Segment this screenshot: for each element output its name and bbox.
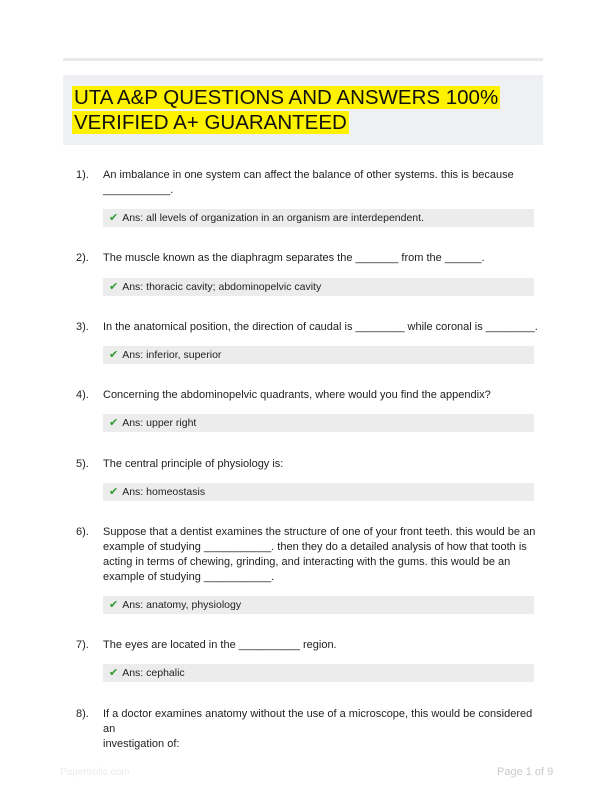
check-icon: ✔ <box>109 667 119 679</box>
question-number: 3). <box>76 321 89 333</box>
document-title <box>72 85 533 135</box>
question-number: 6). <box>76 526 89 538</box>
question-number: 4). <box>76 389 89 401</box>
answer-text: Ans: thoracic cavity; abdominopelvic cavity <box>122 281 322 293</box>
title-line-1: UTA A&P QUESTIONS AND ANSWERS 100% <box>74 86 499 109</box>
question-text: An imbalance in one system can affect the balance of other systems. this is because ___________. <box>103 169 514 196</box>
answer-box <box>103 278 534 296</box>
title-banner <box>63 75 543 145</box>
question-number: 5). <box>76 458 89 470</box>
question-text: The eyes are located in the __________ region. <box>103 639 337 651</box>
answer-box <box>103 346 534 364</box>
answer-box <box>103 664 534 682</box>
question-text: Concerning the abdominopelvic quadrants, where would you find the appendix? <box>103 389 491 401</box>
question-text: If a doctor examines anatomy without the use of a microscope, this would be considered an investigation of: <box>103 708 533 750</box>
answer-box <box>103 596 534 614</box>
question-text: The muscle known as the diaphragm separates the _______ from the ______. <box>103 252 485 264</box>
answer-box <box>103 483 534 501</box>
question-number: 2). <box>76 252 89 264</box>
check-icon: ✔ <box>109 599 119 611</box>
check-icon: ✔ <box>109 417 119 429</box>
question-number: 8). <box>76 708 89 720</box>
top-divider <box>63 58 543 61</box>
question-number: 7). <box>76 639 89 651</box>
page-indicator: Page 1 of 9 <box>497 766 554 778</box>
check-icon: ✔ <box>109 212 119 224</box>
question-text: In the anatomical position, the direction of caudal is ________ while coronal is ________. <box>103 321 538 333</box>
check-icon: ✔ <box>109 486 119 498</box>
question-text: The central principle of physiology is: <box>103 458 284 470</box>
answer-text: Ans: inferior, superior <box>122 349 222 361</box>
watermark-text: Papertrolic.com <box>60 767 130 778</box>
answer-text: Ans: upper right <box>122 417 197 429</box>
title-line-2: VERIFIED A+ GUARANTEED <box>74 111 347 134</box>
answer-text: Ans: homeostasis <box>122 486 206 498</box>
check-icon: ✔ <box>109 349 119 361</box>
question-text: Suppose that a dentist examines the structure of one of your front teeth. this would be an example of studying ___________. then they do a detailed analysis of how that tooth is acting in terms of chewing, grinding, and interacting with the gums. this would be an example of studying ___________. <box>103 526 536 583</box>
question-number: 1). <box>76 169 89 181</box>
answer-text: Ans: all levels of organization in an organism are interdependent. <box>122 212 424 224</box>
answer-text: Ans: anatomy, physiology <box>122 599 242 611</box>
answer-box <box>103 414 534 432</box>
answer-text: Ans: cephalic <box>122 667 185 679</box>
check-icon: ✔ <box>109 281 119 293</box>
answer-box <box>103 209 534 227</box>
